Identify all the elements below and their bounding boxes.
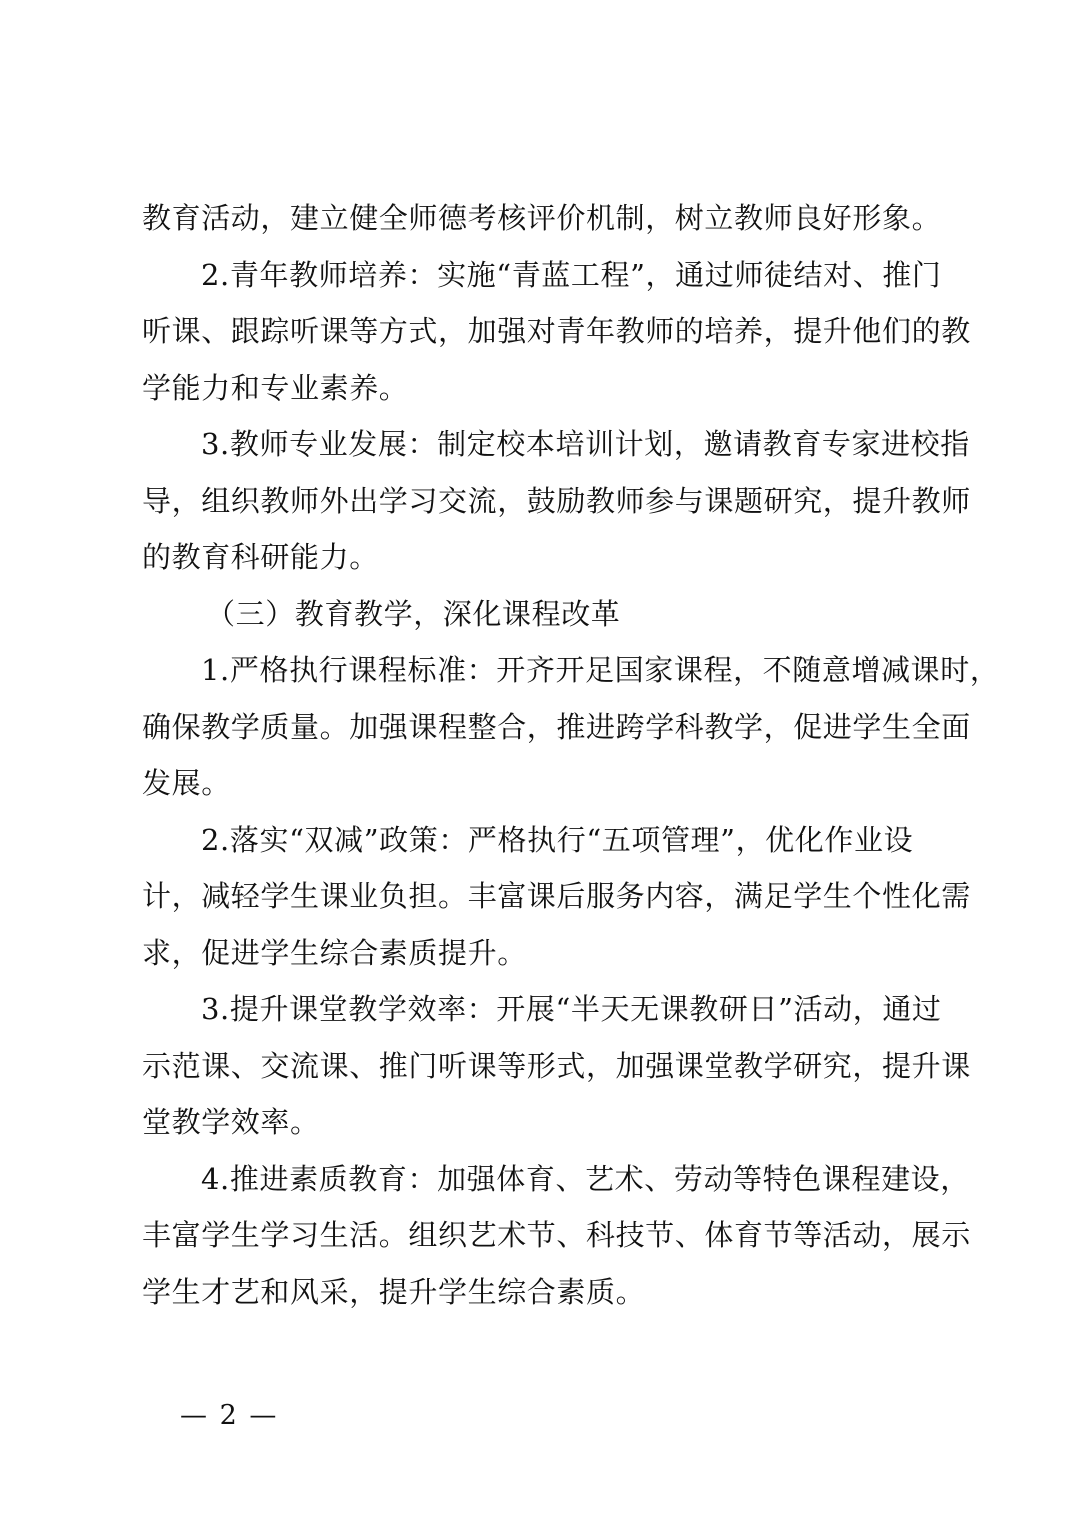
text-line: 丰富学生学习生活。组织艺术节、科技节、体育节等活动，展示 (142, 1218, 971, 1252)
text-line: 学生才艺和风采，提升学生综合素质。 (142, 1274, 646, 1309)
paragraph-classroom-efficiency: 3.提升课堂教学效率：开展“半天无课教研日”活动，通过 (201, 992, 942, 1026)
text-line: 求，促进学生综合素质提升。 (142, 935, 527, 970)
document-body (142, 190, 1000, 1320)
section-heading: （三）教育教学，深化课程改革 (206, 596, 621, 631)
paragraph-quality-education: 4.推进素质教育：加强体育、艺术、劳动等特色课程建设， (201, 1161, 970, 1196)
text-line: 导，组织教师外出学习交流，鼓励教师参与课题研究，提升教师 (142, 483, 971, 518)
text-line: 确保教学质量。加强课程整合，推进跨学科教学，促进学生全面 (142, 709, 971, 744)
text-line: 发展。 (142, 766, 231, 800)
text-line: 听课、跟踪听课等方式，加强对青年教师的培养，提升他们的教 (142, 314, 971, 348)
text-line: 学能力和专业素养。 (142, 370, 409, 405)
text-line: 计，减轻学生课业负担。丰富课后服务内容，满足学生个性化需 (142, 879, 971, 913)
text-line: 示范课、交流课、推门听课等形式，加强课堂教学研究，提升课 (142, 1048, 971, 1083)
paragraph-young-teacher-training: 2.青年教师培养：实施“青蓝工程”，通过师徒结对、推门 (201, 257, 942, 292)
paragraph-curriculum-standards: 1.严格执行课程标准：开齐开足国家课程，不随意增减课时， (201, 653, 1000, 687)
page-number: — 2 — (180, 1400, 279, 1431)
text-line: 的教育科研能力。 (142, 540, 379, 574)
text-line: 堂教学效率。 (142, 1105, 320, 1139)
text-line: 教育活动，建立健全师德考核评价机制，树立教师良好形象。 (142, 201, 942, 235)
paragraph-teacher-professional-development: 3.教师专业发展：制定校本培训计划，邀请教育专家进校指 (201, 427, 970, 461)
paragraph-double-reduction: 2.落实“双减”政策：严格执行“五项管理”，优化作业设 (201, 822, 914, 857)
